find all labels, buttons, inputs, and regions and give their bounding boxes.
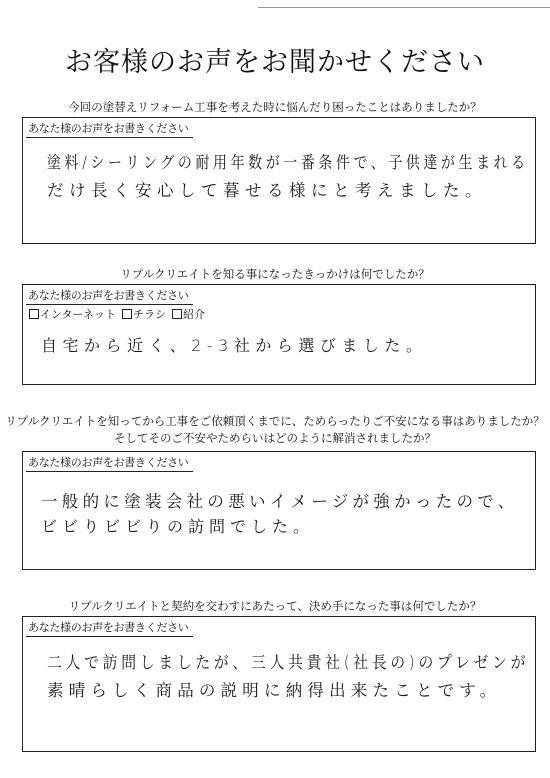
handwritten-answer-line: 一般的に塗装会社の悪いイメージが強かったので、 (41, 492, 519, 511)
question-line: リプルクリエイトを知る事になったきっかけは何でしたか？ (120, 267, 430, 281)
answer-box-4 (22, 616, 536, 752)
question-line: リプルクリエイトを知ってから工事をご依頼頂くまでに、ためらったりご不安になる事はありましたか？ (5, 414, 545, 428)
referral-options (29, 306, 205, 322)
box-label: あなた様のお声をお書きください (26, 120, 193, 138)
question-3 (0, 413, 550, 447)
question-4 (0, 598, 550, 615)
question-line: 今回の塗替えリフォーム工事を考えた時に悩んだり困ったことはありましたか？ (68, 100, 482, 114)
page-title: お客様のお声をお聞かせください (65, 47, 485, 78)
handwritten-answer-line: だけ長く安心して暮せる様にと考えました。 (47, 181, 487, 200)
checkbox-icon[interactable] (172, 309, 182, 319)
box-label: あなた様のお声をお書きください (26, 454, 193, 472)
handwritten-answer-line: 塗料/シーリングの耐用年数が一番条件で、子供達が生まれる (47, 153, 529, 172)
handwritten-answer-line: ビビりビビりの訪問でした。 (41, 517, 315, 536)
answer-box-3 (22, 451, 536, 570)
checkbox-icon[interactable] (122, 309, 132, 319)
handwritten-answer-line: 素晴らしく商品の説明に納得出来たことです。 (47, 681, 502, 700)
option-flyer[interactable] (122, 306, 166, 322)
checkbox-icon[interactable] (29, 309, 39, 319)
page-top-rule (258, 7, 550, 8)
option-label: インターネット (40, 308, 117, 321)
option-label: チラシ (133, 308, 167, 321)
handwritten-answer-line: 自宅から近く、2-3社から選びました。 (41, 336, 428, 355)
answer-box-1 (22, 117, 536, 244)
box-label: あなた様のお声をお書きください (26, 619, 193, 637)
question-2 (0, 266, 550, 283)
answer-box-2 (22, 284, 536, 385)
handwritten-answer-line: 二人で訪問しましたが、三人共貴社(社長の)のプレゼンが (47, 653, 530, 672)
box-label: あなた様のお声をお書きください (26, 287, 193, 305)
question-line: リプルクリエイトと契約を交わすにあたって、決め手になった事は何でしたか？ (68, 599, 482, 613)
question-1 (0, 99, 550, 116)
option-internet[interactable] (29, 306, 116, 322)
option-referral[interactable] (172, 306, 205, 322)
question-line: そしてそのご不安やためらいはどのように解消されましたか？ (114, 431, 436, 445)
option-label: 紹介 (183, 308, 206, 321)
